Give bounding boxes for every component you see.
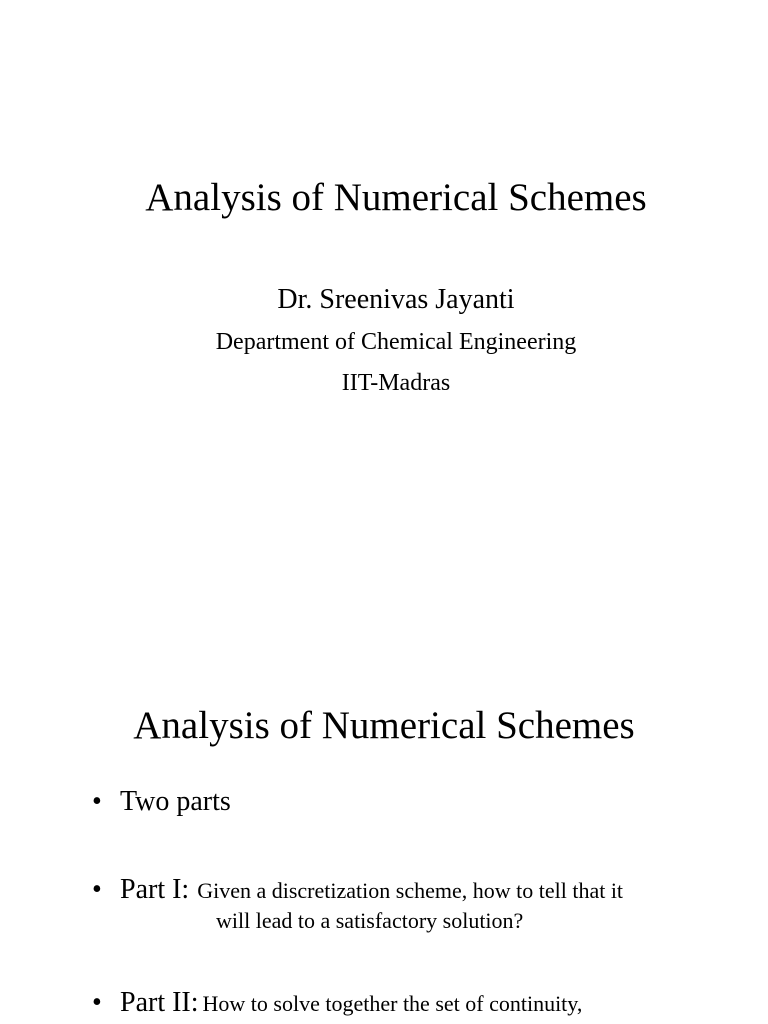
bullet-lead-text: Two parts xyxy=(120,786,231,817)
bullet-marker: • xyxy=(92,874,102,905)
bullet-marker: • xyxy=(92,987,102,1018)
bullet-lead-text: Part I: xyxy=(120,874,190,905)
slide-title: Analysis of Numerical Schemes xyxy=(145,176,647,219)
bullet-item xyxy=(92,987,732,1019)
bullet-continuation-text: will lead to a satisfactory solution? xyxy=(216,908,524,933)
department-name: Department of Chemical Engineering xyxy=(215,329,577,355)
bullet-item xyxy=(92,786,732,818)
bullet-detail-text: How to solve together the set of continuity, xyxy=(202,991,583,1016)
bullet-item xyxy=(92,874,732,906)
bullet-marker: • xyxy=(92,786,102,817)
institution-name: IIT-Madras xyxy=(341,370,451,396)
content-slide xyxy=(0,560,768,1024)
author-name: Dr. Sreenivas Jayanti xyxy=(277,284,515,315)
bullet-lead-text: Part II: xyxy=(120,987,199,1018)
bullet-detail-text: Given a discretization scheme, how to tell that it xyxy=(197,878,624,903)
slide-title: Analysis of Numerical Schemes xyxy=(133,704,635,747)
